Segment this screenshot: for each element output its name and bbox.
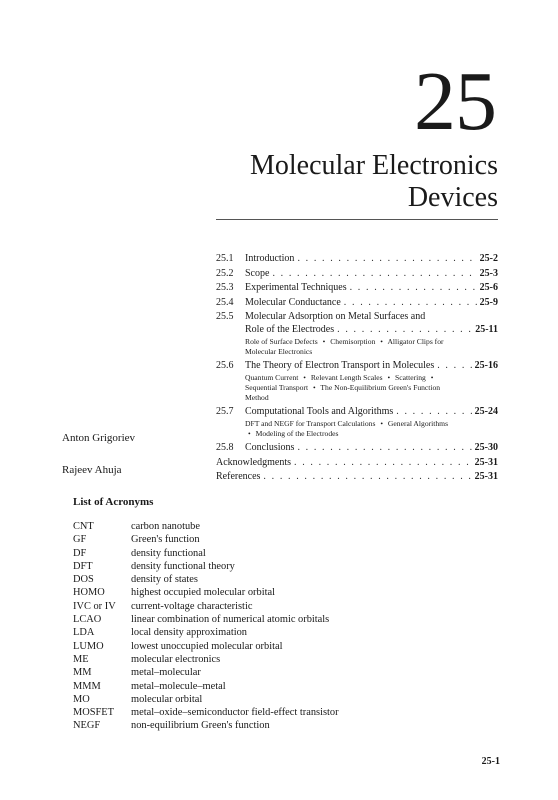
toc-section-number: 25.1 <box>216 253 234 264</box>
toc-leader-dots <box>437 359 471 372</box>
toc-row <box>216 281 498 294</box>
chapter-title <box>250 150 498 214</box>
toc-subtopic: Role of Surface Defects <box>245 337 318 346</box>
title-rule <box>216 219 498 220</box>
toc-entry <box>216 310 498 357</box>
toc-subtopic: Scattering <box>395 373 426 382</box>
toc-title-text: References <box>216 471 261 482</box>
toc-section-number: 25.4 <box>216 296 234 308</box>
toc-title-text: Molecular Conductance <box>245 296 341 308</box>
acronym-row <box>73 613 339 626</box>
page-number: 25-1 <box>481 756 500 767</box>
toc-title <box>245 441 498 454</box>
acronym-row <box>73 533 339 546</box>
toc-row <box>245 323 498 336</box>
toc-subtopic: The Non-Equilibrium Green's Function Method <box>245 383 441 402</box>
toc-subtopic: Sequential Transport <box>245 383 309 392</box>
toc-title-first-line: Molecular Adsorption on Metal Surfaces and <box>245 311 426 322</box>
chapter-number: 25 <box>414 55 496 148</box>
author-name: Rajeev Ahuja <box>62 464 122 476</box>
toc-row <box>216 470 498 483</box>
toc-page-number: 25-16 <box>474 360 498 371</box>
toc-title-text: Introduction <box>245 253 295 264</box>
bullet-separator: • <box>430 373 434 382</box>
acronym-definition: linear combination of numerical atomic orbitals <box>131 614 330 626</box>
acronym-abbreviation: DFT <box>73 560 93 572</box>
acronym-abbreviation: HOMO <box>73 587 105 599</box>
toc-leader-dots <box>297 252 476 265</box>
acronym-row <box>73 653 339 666</box>
toc-title-text: Scope <box>245 267 270 279</box>
acronym-definition: molecular electronics <box>131 653 221 665</box>
toc-entry <box>216 281 498 294</box>
toc-entry <box>216 456 498 469</box>
chapter-title-line-1: Molecular Electronics <box>249 150 498 181</box>
toc-entry <box>216 405 498 439</box>
acronym-definition: lowest unoccupied molecular orbital <box>131 640 283 652</box>
acronym-row <box>73 586 339 599</box>
toc-title-text: The Theory of Electron Transport in Molecules <box>245 360 435 371</box>
toc-leader-dots <box>294 456 472 469</box>
toc-row <box>216 405 498 418</box>
toc-row <box>216 267 498 280</box>
acronym-abbreviation: LUMO <box>73 640 104 652</box>
toc-leader-dots <box>344 296 477 309</box>
acronym-abbreviation: MO <box>73 693 90 705</box>
toc-leader-dots <box>272 267 476 280</box>
acronym-abbreviation: MOSFET <box>73 707 114 719</box>
acronym-row <box>73 573 339 586</box>
toc-entry <box>216 441 498 454</box>
bullet-separator: • <box>387 373 391 382</box>
toc-section-number: 25.7 <box>216 406 234 417</box>
acronym-definition: metal–molecular <box>131 667 201 679</box>
bullet-separator: • <box>312 383 316 392</box>
toc-page-number: 25-9 <box>479 296 498 308</box>
acronym-row <box>73 706 339 719</box>
toc-row <box>216 359 498 372</box>
acronym-row <box>73 520 339 533</box>
toc-entry <box>216 252 498 265</box>
chapter-title-line-2: Devices <box>407 182 498 213</box>
toc-subtopic: DFT and NEGF for Transport Calculations <box>245 419 376 428</box>
toc-subtopic: General Algorithms <box>387 419 449 428</box>
toc-title-text: Experimental Techniques <box>245 282 347 293</box>
acronym-definition: current-voltage characteristic <box>131 600 253 612</box>
acronym-definition: density of states <box>131 574 198 586</box>
toc-section-number: 25.8 <box>216 442 234 453</box>
acronym-row <box>73 640 339 653</box>
acronym-row <box>73 626 339 639</box>
toc-page-number: 25-31 <box>474 471 498 482</box>
acronym-abbreviation: IVC or IV <box>73 600 116 612</box>
toc-title <box>245 405 498 418</box>
toc-section-number: 25.5 <box>216 311 234 322</box>
toc-subtopics <box>245 373 450 403</box>
acronym-definition: metal–molecule–metal <box>131 680 226 692</box>
acronym-row <box>73 547 339 560</box>
acronym-definition: carbon nanotube <box>131 521 200 532</box>
bullet-separator: • <box>380 337 383 346</box>
toc-subtopics <box>245 419 450 439</box>
acronym-row <box>73 600 339 613</box>
acronym-definition: molecular orbital <box>131 693 203 705</box>
toc-section-number: 25.3 <box>216 282 234 293</box>
bullet-separator: • <box>248 429 251 438</box>
bullet-separator: • <box>322 337 326 346</box>
acronym-abbreviation: DF <box>73 547 87 559</box>
acronym-abbreviation: LCAO <box>73 614 102 626</box>
toc-row <box>216 252 498 265</box>
toc-row <box>216 441 498 454</box>
toc-title <box>245 359 498 372</box>
acronym-definition: metal–oxide–semiconductor field-effect transistor <box>131 707 339 719</box>
acronym-abbreviation: NEGF <box>73 720 101 732</box>
toc-title-text: Conclusions <box>245 442 295 453</box>
toc-title-text: Computational Tools and Algorithms <box>245 406 394 417</box>
acronym-row <box>73 666 339 679</box>
toc-leader-dots <box>337 323 472 336</box>
toc-page-number: 25-30 <box>474 442 498 453</box>
toc-page-number: 25-6 <box>479 282 498 293</box>
acronym-row <box>73 693 339 706</box>
toc-subtopic: Relevant Length Scales <box>310 373 383 382</box>
toc-row <box>216 310 498 323</box>
toc-page-number: 25-11 <box>475 324 498 335</box>
acronym-abbreviation: MM <box>73 667 92 679</box>
acronym-definition: local density approximation <box>131 627 248 639</box>
acronym-row <box>73 560 339 573</box>
bullet-separator: • <box>380 419 384 428</box>
toc-title <box>245 296 498 309</box>
toc-subtopic: Chemisorption <box>330 337 376 346</box>
toc-section-number: 25.6 <box>216 360 234 371</box>
toc-leader-dots <box>350 281 477 294</box>
acronym-row <box>73 680 339 693</box>
acronym-abbreviation: ME <box>73 653 89 665</box>
bullet-separator: • <box>303 373 306 382</box>
toc-entry <box>216 296 498 309</box>
acronym-abbreviation: MMM <box>73 680 101 692</box>
acronym-row <box>73 719 339 732</box>
acronym-abbreviation: GF <box>73 534 87 546</box>
table-of-contents <box>216 252 498 485</box>
acronyms-heading: List of Acronyms <box>73 496 154 508</box>
acronym-definition: Green's function <box>131 534 200 546</box>
author-name: Anton Grigoriev <box>62 432 136 444</box>
toc-subtopic: Quantum Current <box>245 373 299 382</box>
toc-title <box>245 267 498 280</box>
toc-leader-dots <box>396 405 471 418</box>
toc-page-number: 25-24 <box>474 406 498 417</box>
toc-page-number: 25-2 <box>479 253 498 264</box>
toc-title <box>216 456 498 469</box>
toc-page-number: 25-3 <box>479 267 498 279</box>
acronym-abbreviation: CNT <box>73 521 94 532</box>
toc-title-text: Acknowledgments <box>216 456 291 468</box>
toc-section-number: 25.2 <box>216 267 234 279</box>
acronym-definition: highest occupied molecular orbital <box>131 587 275 599</box>
toc-title <box>216 470 498 483</box>
toc-entry <box>216 359 498 403</box>
toc-subtopics <box>245 337 450 357</box>
toc-page-number: 25-31 <box>474 456 498 468</box>
toc-title <box>245 281 498 294</box>
toc-leader-dots <box>263 470 471 483</box>
toc-leader-dots <box>297 441 471 454</box>
acronym-definition: density functional <box>131 547 206 559</box>
acronym-definition: non-equilibrium Green's function <box>131 720 270 732</box>
acronym-definition: density functional theory <box>131 560 235 572</box>
toc-row <box>216 296 498 309</box>
toc-title-text: Role of the Electrodes <box>245 324 335 335</box>
toc-row <box>216 456 498 469</box>
acronym-list <box>73 520 339 733</box>
toc-title <box>245 252 498 265</box>
toc-entry <box>216 267 498 280</box>
toc-entry <box>216 470 498 483</box>
acronym-abbreviation: LDA <box>73 627 95 639</box>
acronym-abbreviation: DOS <box>73 574 94 586</box>
toc-subtopic: Alligator Clips for Molecular Electronics <box>245 337 444 356</box>
toc-subtopic: Modeling of the Electrodes <box>255 429 339 438</box>
